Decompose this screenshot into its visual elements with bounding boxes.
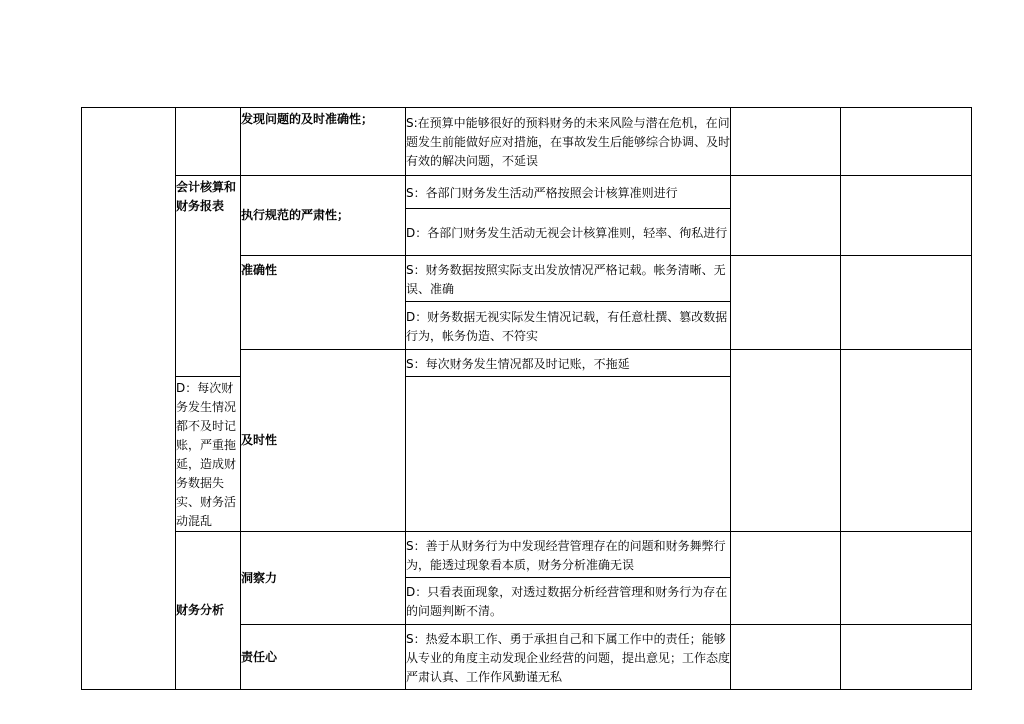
standard-s-text: S：财务数据按照实际支出发放情况严格记载。帐务清晰、无误、准确 [406, 262, 726, 296]
standard-d-cell [406, 209, 731, 256]
category-cell [176, 532, 241, 690]
item-label: 及时性 [241, 433, 278, 447]
item-label: 洞察力 [241, 570, 278, 585]
category-label: 财务分析 [176, 603, 225, 617]
standard-d-cell [176, 377, 241, 532]
item-label: 执行规范的严肃性； [241, 208, 350, 222]
standard-s-cell [406, 108, 731, 176]
remark-cell [841, 176, 972, 256]
standard-s-cell [406, 625, 731, 690]
score-cell [731, 532, 841, 625]
category-cell [176, 176, 241, 377]
score-cell [731, 176, 841, 256]
remark-cell [841, 256, 972, 350]
remark-cell [841, 108, 972, 176]
remark-cell [841, 350, 972, 532]
item-label: 准确性 [241, 263, 278, 277]
standard-s-text: S：各部门财务发生活动严格按照会计核算准则进行 [406, 185, 678, 200]
item-cell [241, 108, 406, 176]
standard-d-text: D：各部门财务发生活动无视会计核算准则，轻率、徇私进行 [406, 225, 728, 240]
score-cell [731, 108, 841, 176]
remark-cell [841, 532, 972, 625]
item-cell [241, 350, 406, 532]
standard-s-text: S：每次财务发生情况都及时记账，不拖延 [406, 356, 630, 371]
standard-d-text: D：每次财务发生情况都不及时记账，严重拖延，造成财务数据失实、财务活动混乱 [176, 381, 237, 528]
score-cell [731, 625, 841, 690]
remark-cell [841, 625, 972, 690]
standard-s-cell [406, 176, 731, 209]
standard-s-cell [406, 350, 731, 377]
standard-s-text: S：热爱本职工作、勇于承担自己和下属工作中的责任；能够从专业的角度主动发现企业经营的问题，提出意见；工作态度严肃认真、工作作风勤谨无私 [406, 631, 731, 684]
item-cell [241, 532, 406, 625]
score-cell [731, 350, 841, 532]
standard-s-text: S：善于从财务行为中发现经营管理存在的问题和财务舞弊行为，能透过现象看本质，财务分析准确无误 [406, 538, 726, 572]
item-label: 发现问题的及时准确性； [241, 112, 374, 126]
leftmost-column-cell [82, 108, 176, 690]
item-label: 责任心 [241, 649, 278, 664]
score-cell [731, 256, 841, 350]
standard-s-cell [406, 532, 731, 578]
item-cell [241, 256, 406, 350]
standard-d-cell [406, 302, 731, 350]
item-cell [241, 625, 406, 690]
standard-s-cell [406, 256, 731, 302]
item-cell [241, 176, 406, 256]
table-row [82, 176, 972, 209]
standard-d-text: D：财务数据无视实际发生情况记载，有任意杜撰、篡改数据行为，帐务伪造、不符实 [406, 309, 728, 343]
table-row [82, 108, 972, 176]
category-label: 会计核算和财务报表 [176, 180, 237, 213]
standard-s-text: S:在预算中能够很好的预料财务的未来风险与潜在危机，在问题发生前能做好应对措施，在事故发生后能够综合协调、及时有效的解决问题，不延误 [406, 116, 731, 168]
table-row [82, 532, 972, 578]
evaluation-table [81, 107, 972, 690]
category-cell-empty [176, 108, 241, 176]
standard-d-text: D：只看表面现象，对透过数据分析经营管理和财务行为存在的问题判断不清。 [406, 585, 728, 618]
standard-d-cell [406, 578, 731, 625]
